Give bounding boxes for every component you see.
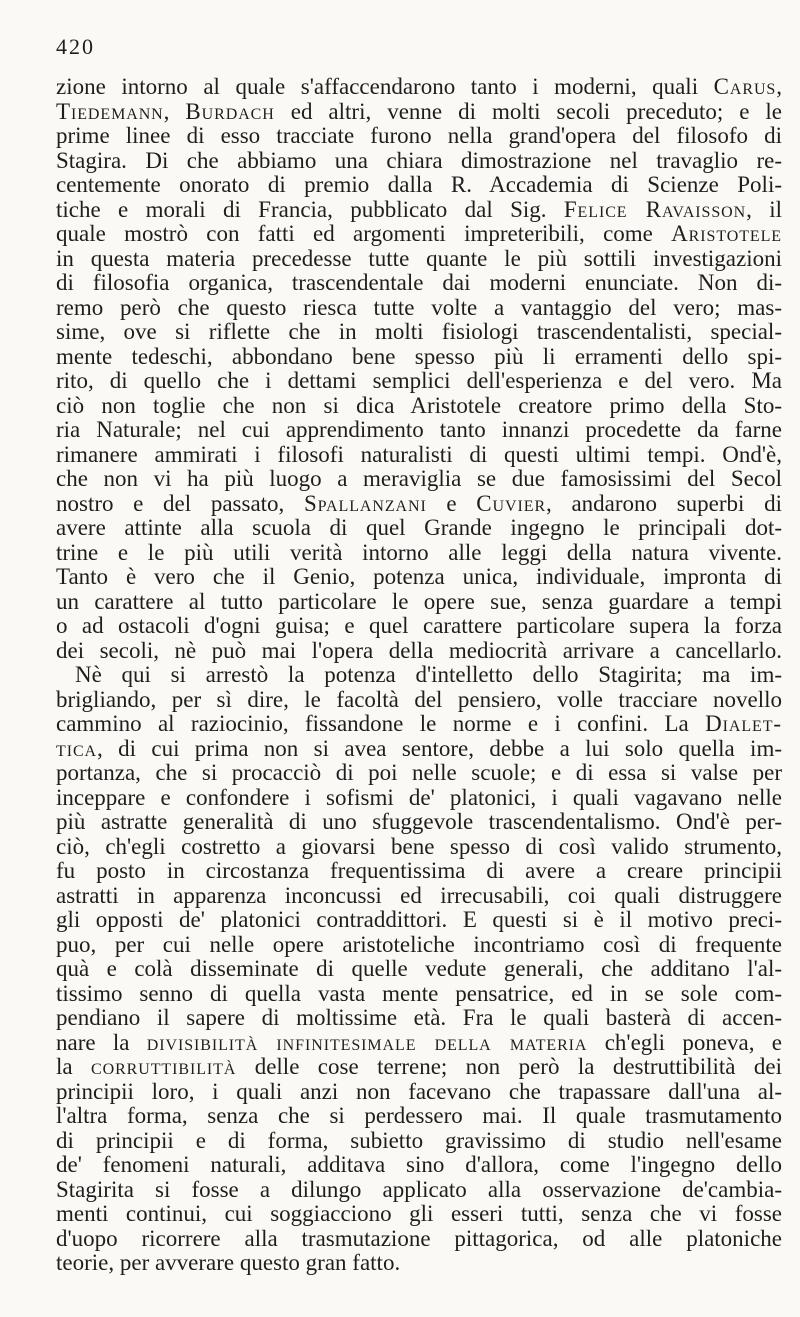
text-run: pendiano il sapere di moltissime età. Fra le quali basterà di accen- [56, 1005, 782, 1030]
text-line [56, 663, 782, 688]
text-line [56, 737, 782, 762]
text-run: zione intorno al quale s'affaccendarono tanto i moderni, quali [56, 74, 714, 99]
text-run: remo però che questo riesca tutte volte a vantaggio del vero; mas- [56, 294, 782, 320]
small-caps-run: Dialet- [705, 711, 782, 736]
text-run: Stagira. Di che abbiamo una chiara dimostrazione nel travaglio re- [56, 147, 782, 173]
page-number: 420 [56, 34, 95, 59]
text-run: de' fenomeni naturali, additava sino d'allora, come l'ingegno dello [56, 1152, 782, 1177]
text-run: dei secoli, nè può mai l'opera della mediocrità arrivare a cancellarlo. [56, 637, 782, 663]
text-line [56, 1080, 782, 1105]
text-line [56, 1055, 782, 1080]
text-line [56, 982, 782, 1007]
text-line [56, 1129, 782, 1154]
text-line [56, 908, 782, 933]
text-run: inceppare e confondere i sofismi de' platonici, i quali vagavano nelle [56, 784, 782, 810]
text-run: rimanere ammirati i filosofi naturalisti di questi ultimi tempi. Ond'è, [56, 441, 782, 467]
text-run: o ad ostacoli d'ogni guisa; e quel carattere particolare supera la forza [56, 613, 782, 638]
text-line [56, 1153, 782, 1178]
text-run: cammino al raziocinio, fissandone le norme e i confini. La [56, 711, 706, 736]
text-line [56, 810, 782, 835]
text-run: che non vi ha più luogo a meraviglia se due famosissimi del Secol [56, 466, 782, 491]
text-line [56, 173, 782, 198]
text-line [56, 1178, 782, 1203]
text-line [56, 565, 782, 590]
text-line [56, 100, 782, 125]
text-line [56, 933, 782, 958]
small-caps-run: divisibilità infinitesimale della materia [146, 1029, 588, 1055]
text-run: Nè qui si arrestò la potenza d'intelletto dello Stagirita; ma im- [75, 662, 782, 687]
text-line [56, 1202, 782, 1227]
small-caps-run: Felice Ravaisson [563, 196, 747, 222]
text-run: di filosofia organica, trascendentale dai moderni enunciate. Non di- [56, 270, 782, 295]
text-line [56, 639, 782, 664]
small-caps-run: Aristotele [671, 221, 782, 246]
text-run: mente tedeschi, abbondano bene spesso più li erramenti dello spi- [56, 343, 782, 369]
text-line [56, 271, 782, 296]
text-line [56, 492, 782, 517]
text-line [56, 394, 782, 419]
text-run: , [163, 98, 186, 124]
text-line [56, 712, 782, 737]
text-line [56, 688, 782, 713]
text-run: un carattere al tutto particolare le opere sue, senza guardare a tempi [56, 588, 782, 614]
text-line [56, 786, 782, 811]
text-line [56, 614, 782, 639]
text-line [56, 1031, 782, 1056]
text-run: fu posto in circostanza frequentissima di avere a creare principii [56, 858, 782, 883]
text-line [56, 75, 782, 100]
text-line [56, 247, 782, 272]
text-run: rito, di quello che i dettami semplici dell'esperienza e del vero. Ma [56, 368, 782, 393]
text-run: prime linee di esso tracciate furono nella grand'opera del filosofo di [56, 123, 782, 148]
text-run: in questa materia precedesse tutte quante le più sottili investigazioni [56, 245, 782, 271]
text-run: l'altra forma, senza che si perdessero mai. Il quale trasmutamento [56, 1103, 782, 1128]
text-run: la [56, 1054, 91, 1079]
text-run: portanza, che si procacciò di poi nelle scuole; e di essa si valse per [56, 760, 782, 785]
small-caps-run: tica [56, 735, 98, 761]
text-run: Tanto è vero che il Genio, potenza unica, individuale, impronta di [56, 564, 782, 589]
text-line [56, 541, 782, 566]
text-run: di principii e di forma, subietto gravissimo di studio nell'esame [56, 1127, 782, 1153]
text-run: nare la [56, 1029, 147, 1055]
text-line [56, 835, 782, 860]
body-text [56, 75, 782, 1276]
text-line [56, 590, 782, 615]
small-caps-run: corruttibilità [91, 1054, 237, 1079]
text-line [56, 418, 782, 443]
text-run: , andarono superbi di [546, 490, 782, 516]
small-caps-run: Cuvier [476, 490, 547, 516]
text-run: d'uopo ricorrere alla trasmutazione pittagorica, od alle platoniche [56, 1225, 782, 1251]
text-run: quale mostrò con fatti ed argomenti impreteribili, come [56, 221, 672, 246]
text-line [56, 369, 782, 394]
text-line [56, 443, 782, 468]
text-line [56, 149, 782, 174]
text-run: Stagirita si fosse a dilungo applicato alla osservazione de'cambia- [56, 1176, 782, 1202]
text-run: tiche e morali di Francia, pubblicato dal Sig. [56, 196, 564, 222]
small-caps-run: Spallanzani [303, 490, 427, 516]
text-run: principii loro, i quali anzi non facevano che trapassare dall'una al- [56, 1078, 782, 1104]
text-run: delle cose terrene; non però la destruttibilità dei [236, 1054, 782, 1079]
text-line [56, 859, 782, 884]
text-run: , di cui prima non si avea sentore, debbe a lui solo quella im- [97, 735, 782, 761]
text-line [56, 320, 782, 345]
text-run: ed altri, venne di molti secoli preceduto; e le [274, 98, 783, 124]
text-run: tissimo senno di quella vasta mente pensatrice, ed in se sole com- [56, 980, 782, 1006]
text-run: quà e colà disseminate di quelle vedute generali, che additano l'al- [56, 956, 782, 981]
text-run: centemente onorato di premio dalla R. Accademia di Scienze Poli- [56, 172, 782, 197]
text-line [56, 1227, 782, 1252]
text-run: avere attinte alla scuola di quel Grande ingegno le principali dot- [56, 515, 782, 540]
text-run: puo, per cui nelle opere aristoteliche incontriamo così di frequente [56, 931, 782, 957]
text-line [56, 1104, 782, 1129]
small-caps-run: Carus [713, 74, 777, 99]
text-run: astratti in apparenza inconcussi ed irrecusabili, coi quali distruggere [56, 882, 782, 908]
text-line [56, 296, 782, 321]
small-caps-run: Tiedemann [56, 98, 164, 124]
text-run: , il [746, 196, 782, 222]
text-run: più astratte generalità di uno sfuggevole trascendentalismo. Ond'è per- [56, 809, 782, 834]
text-run: ciò non toglie che non si dica Aristotele creatore primo della Sto- [56, 392, 782, 418]
text-run: teorie, per avverare questo gran fatto. [56, 1250, 401, 1275]
text-line [56, 345, 782, 370]
text-run: menti continui, cui soggiacciono gli esseri tutti, senza che vi fosse [56, 1201, 782, 1226]
text-run: ria Naturale; nel cui apprendimento tanto innanzi procedette da farne [56, 417, 782, 442]
text-run: ciò, ch'egli costretto a giovarsi bene spesso di così valido strumento, [56, 833, 782, 859]
text-line [56, 1251, 782, 1276]
text-run: e [426, 490, 477, 516]
text-run: sime, ove si riflette che in molti fisiologi trascendentalisti, special- [56, 319, 782, 344]
text-run: trine e le più utili verità intorno alle leggi della natura vivente. [56, 539, 782, 565]
text-run: ch'egli poneva, e [587, 1029, 783, 1055]
text-run: gli opposti de' platonici contraddittori. E questi si è il motivo preci- [56, 907, 782, 932]
text-run: brigliando, per sì dire, le facoltà del pensiero, volle tracciare novello [56, 686, 782, 712]
text-line [56, 1006, 782, 1031]
text-run: nostro e del passato, [56, 490, 304, 516]
text-line [56, 467, 782, 492]
text-line [56, 516, 782, 541]
text-run: , [776, 74, 782, 99]
text-line [56, 957, 782, 982]
text-line [56, 198, 782, 223]
text-line [56, 124, 782, 149]
small-caps-run: Burdach [185, 98, 275, 124]
text-line [56, 884, 782, 909]
text-line [56, 761, 782, 786]
text-line [56, 222, 782, 247]
